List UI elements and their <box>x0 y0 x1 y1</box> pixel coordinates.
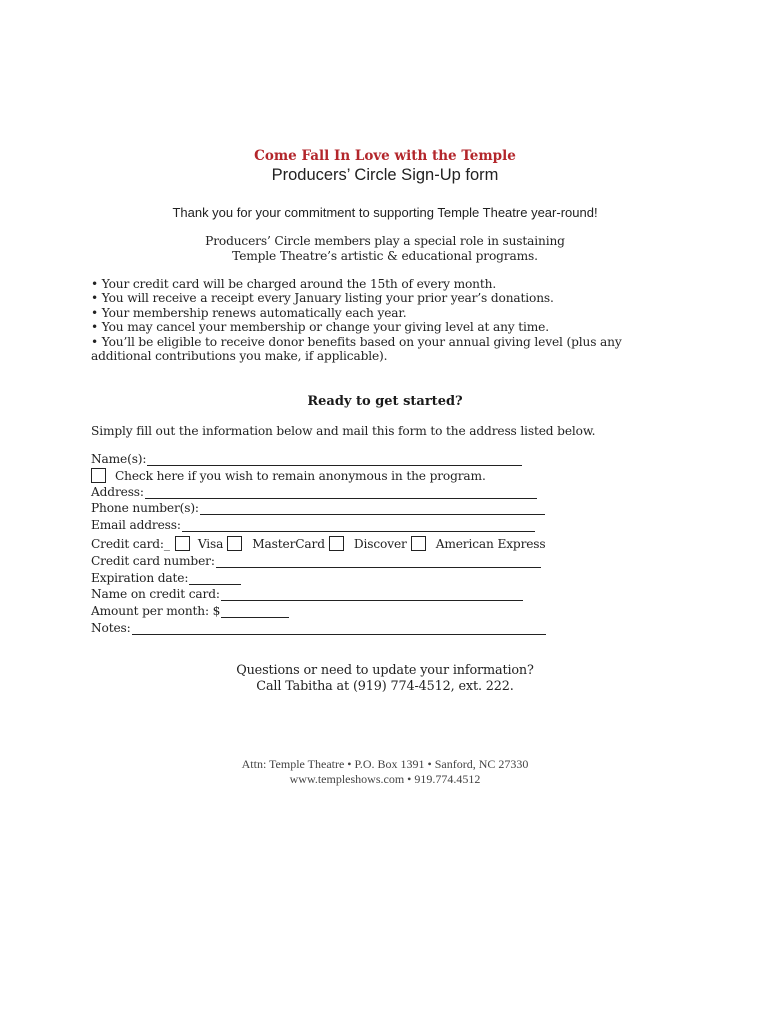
list-item: additional contributions you make, if applicable). <box>91 349 388 364</box>
name-on-card-label: Name on credit card: <box>91 587 220 601</box>
address-label: Address: <box>91 485 144 499</box>
expiration-row <box>91 569 241 585</box>
intro-line-2: Temple Theatre’s artistic & educational programs. <box>232 249 538 263</box>
card-number-row <box>91 552 541 568</box>
list-item: • You’ll be eligible to receive donor benefits based on your annual giving level (plus any <box>91 334 622 349</box>
page-title: Producers’ Circle Sign-Up form <box>271 166 499 184</box>
benefits-list <box>91 277 622 363</box>
email-row <box>91 516 535 532</box>
list-item: • You will receive a receipt every January listing your prior year’s donations. <box>91 291 554 306</box>
expiration-label: Expiration date: <box>91 571 189 585</box>
intro-line-1: Producers’ Circle members play a special role in sustaining <box>205 234 565 248</box>
amount-row <box>91 602 289 618</box>
ready-heading: Ready to get started? <box>307 394 463 409</box>
phone-row <box>91 499 545 515</box>
visa-checkbox[interactable] <box>175 536 190 551</box>
anonymous-label: Check here if you wish to remain anonymous in the program. <box>115 469 486 483</box>
anonymous-row <box>91 467 486 483</box>
expiration-field[interactable] <box>189 572 241 585</box>
phone-field[interactable] <box>200 502 545 515</box>
american-express-label: American Express <box>435 537 546 551</box>
credit-card-label: Credit card:_ <box>91 537 170 551</box>
list-item: • You may cancel your membership or change your giving level at any time. <box>91 320 549 335</box>
kicker-heading: Come Fall In Love with the Temple <box>254 148 516 164</box>
email-label: Email address: <box>91 518 181 532</box>
mastercard-label: MasterCard <box>252 537 325 551</box>
questions-line-1: Questions or need to update your information? <box>236 663 534 678</box>
thank-you-text: Thank you for your commitment to supporting Temple Theatre year-round! <box>172 205 598 220</box>
instructions-text: Simply fill out the information below and mail this form to the address listed below. <box>91 424 596 438</box>
credit-card-row <box>91 535 546 551</box>
visa-label: Visa <box>197 537 224 551</box>
phone-label: Phone number(s): <box>91 501 199 515</box>
list-item: • Your credit card will be charged around the 15th of every month. <box>91 277 497 291</box>
name-on-card-row <box>91 585 523 601</box>
footer-address: Attn: Temple Theatre • P.O. Box 1391 • Sanford, NC 27330 <box>241 757 529 771</box>
questions-line-2: Call Tabitha at (919) 774-4512, ext. 222. <box>256 679 514 694</box>
list-item: • Your membership renews automatically each year. <box>91 305 407 320</box>
address-row <box>91 483 537 499</box>
amount-label: Amount per month: $ <box>91 604 221 618</box>
discover-checkbox[interactable] <box>329 536 344 551</box>
mastercard-checkbox[interactable] <box>227 536 242 551</box>
card-number-label: Credit card number: <box>91 554 215 568</box>
names-label: Name(s): <box>91 452 147 466</box>
address-field[interactable] <box>145 486 537 499</box>
notes-row <box>91 619 546 635</box>
notes-label: Notes: <box>91 621 131 635</box>
footer-contact: www.templeshows.com • 919.774.4512 <box>289 772 481 786</box>
card-number-field[interactable] <box>216 555 541 568</box>
anonymous-checkbox[interactable] <box>91 468 106 483</box>
discover-label: Discover <box>353 537 407 551</box>
email-field[interactable] <box>182 519 535 532</box>
names-field[interactable] <box>147 453 522 466</box>
names-row <box>91 450 522 466</box>
amount-field[interactable] <box>221 605 289 618</box>
american-express-checkbox[interactable] <box>411 536 426 551</box>
name-on-card-field[interactable] <box>221 588 523 601</box>
notes-field[interactable] <box>132 622 546 635</box>
